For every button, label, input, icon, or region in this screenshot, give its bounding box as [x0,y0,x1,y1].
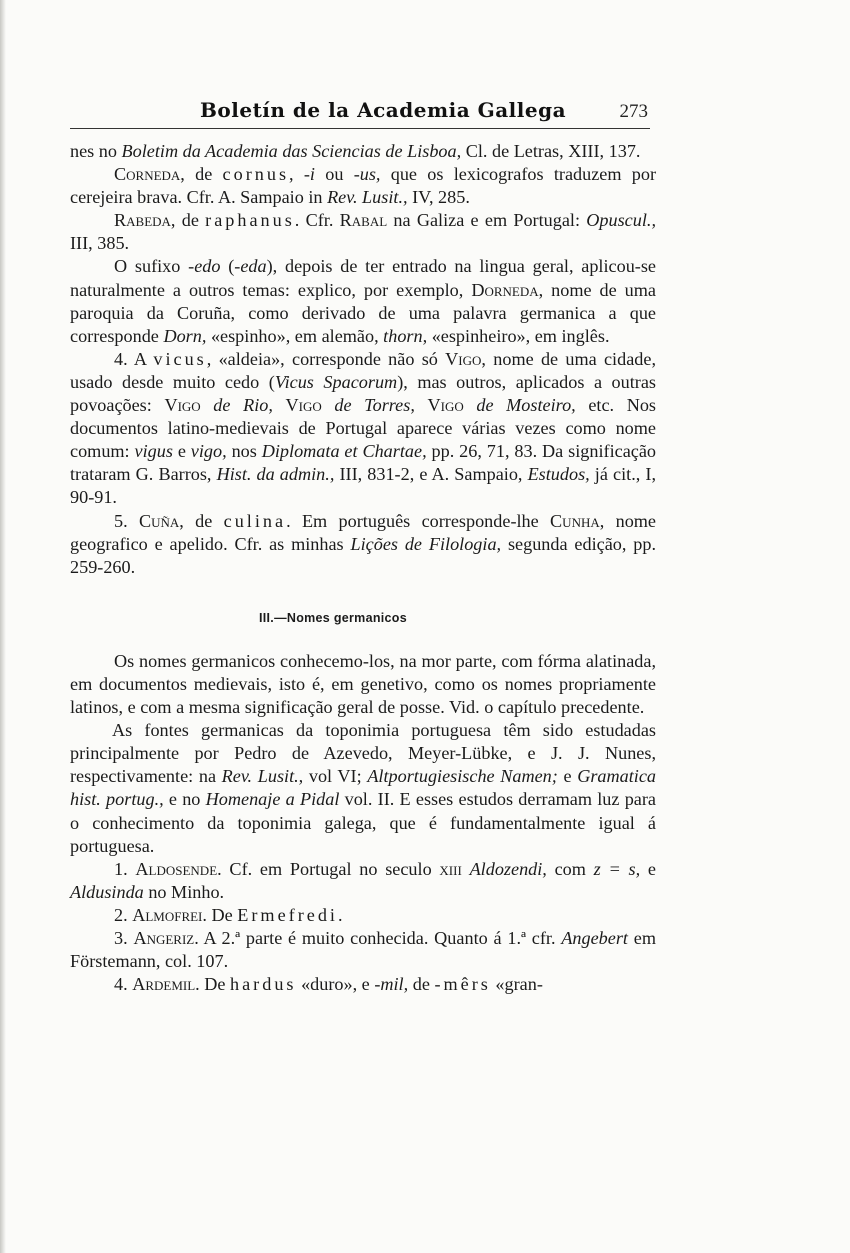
paragraph-angeriz: 3. Angeriz. A 2.ª parte é muito conhecida. Quanto á 1.ª cfr. Angebert em Förstemann, col. 107. [70,928,656,972]
journal-title: Boletín de la Academia Gallega [200,98,567,122]
page-number: 273 [619,101,648,122]
paragraph-vicus: 4. A vicus, «aldeia», corresponde não só Vigo, nome de uma cidade, usado desde muito cedo (Vicus Spacorum), mas outros, aplicados a outras povoações: Vigo de Rio, Vigo de Torres, Vigo de Mosteiro, etc. Nos documentos latino-medievais de Portugal aparece várias vezes como nome comum: vigus e vigo, nos Diplomata et Chartae, pp. 26, 71, 83. Da significação trataram G. Barros, Hist. da admin., III, 831-2, e A. Sampaio, Estudos, já cit., I, 90-91. [70,348,657,508]
page-edge-shadow [0,0,6,1253]
paragraph-almofrei: 2. Almofrei. De Ermefredi. [114,904,343,925]
paragraph-fontes: As fontes germanicas da toponimia portuguesa têm sido estudadas principalmente por Pedro de Azevedo, Meyer-Lübke, e J. J. Nunes, respectivamente: na Rev. Lusit., vol VI; Altportugiesische Namen; e Gramatica hist. portug., e no Homenaje a Pidal vol. II. E esses estudos derramam luz para o conhecimento da toponimia galega, que é fundamentalmente igual á portuguesa. [70,720,656,856]
paragraph-nomes-germanicos: Os nomes germanicos conhecemo-los, na mor parte, com fórma alatinada, em documentos medievais, isto é, em genetivo, como os nomes propriamente latinos, e com a mesma significação geral de posse. Vid. o capítulo precedente. [70,650,656,718]
paragraph-ardemil: 4. Ardemil. De hardus «duro», e -mil, de -mêrs «gran- [114,974,543,995]
running-header [70,92,650,129]
paragraph-cuna: 5. Cuña, de culina. Em português corresponde-lhe Cunha, nome geografico e apelido. Cfr. as minhas Lições de Filologia, segunda edição, pp. 259-260. [70,510,657,577]
paragraph-rabeda: Rabeda, de raphanus. Cfr. Rabal na Galiza e em Portugal: Opuscul., III, 385. [70,210,656,254]
paragraph-aldosende: 1. Aldosende. Cf. em Portugal no seculo xiii Aldozendi, com z = s, e Aldusinda no Minho. [70,858,656,902]
paragraph-sufixo-edo: O sufixo -edo (-eda), depois de ter entrado na lingua geral, aplicou-se naturalmente a outros temas: explico, por exemplo, Dorneda, nome de uma paroquia da Coruña, como derivado de uma palavra germanica a que corresponde Dorn, «espinho», em alemão, thorn, «espinheiro», em inglês. [70,256,656,346]
paragraph-1: nes no Boletim da Academia das Sciencias de Lisboa, Cl. de Letras, XIII, 137. [70,141,641,161]
section-heading: III.—Nomes germanicos [258,610,407,625]
page-body [70,140,656,996]
paragraph-corneda: Corneda, de cornus, -i ou -us, que os lexicografos traduzem por cerejeira brava. Cfr. A. Sampaio in Rev. Lusit., IV, 285. [70,164,657,208]
